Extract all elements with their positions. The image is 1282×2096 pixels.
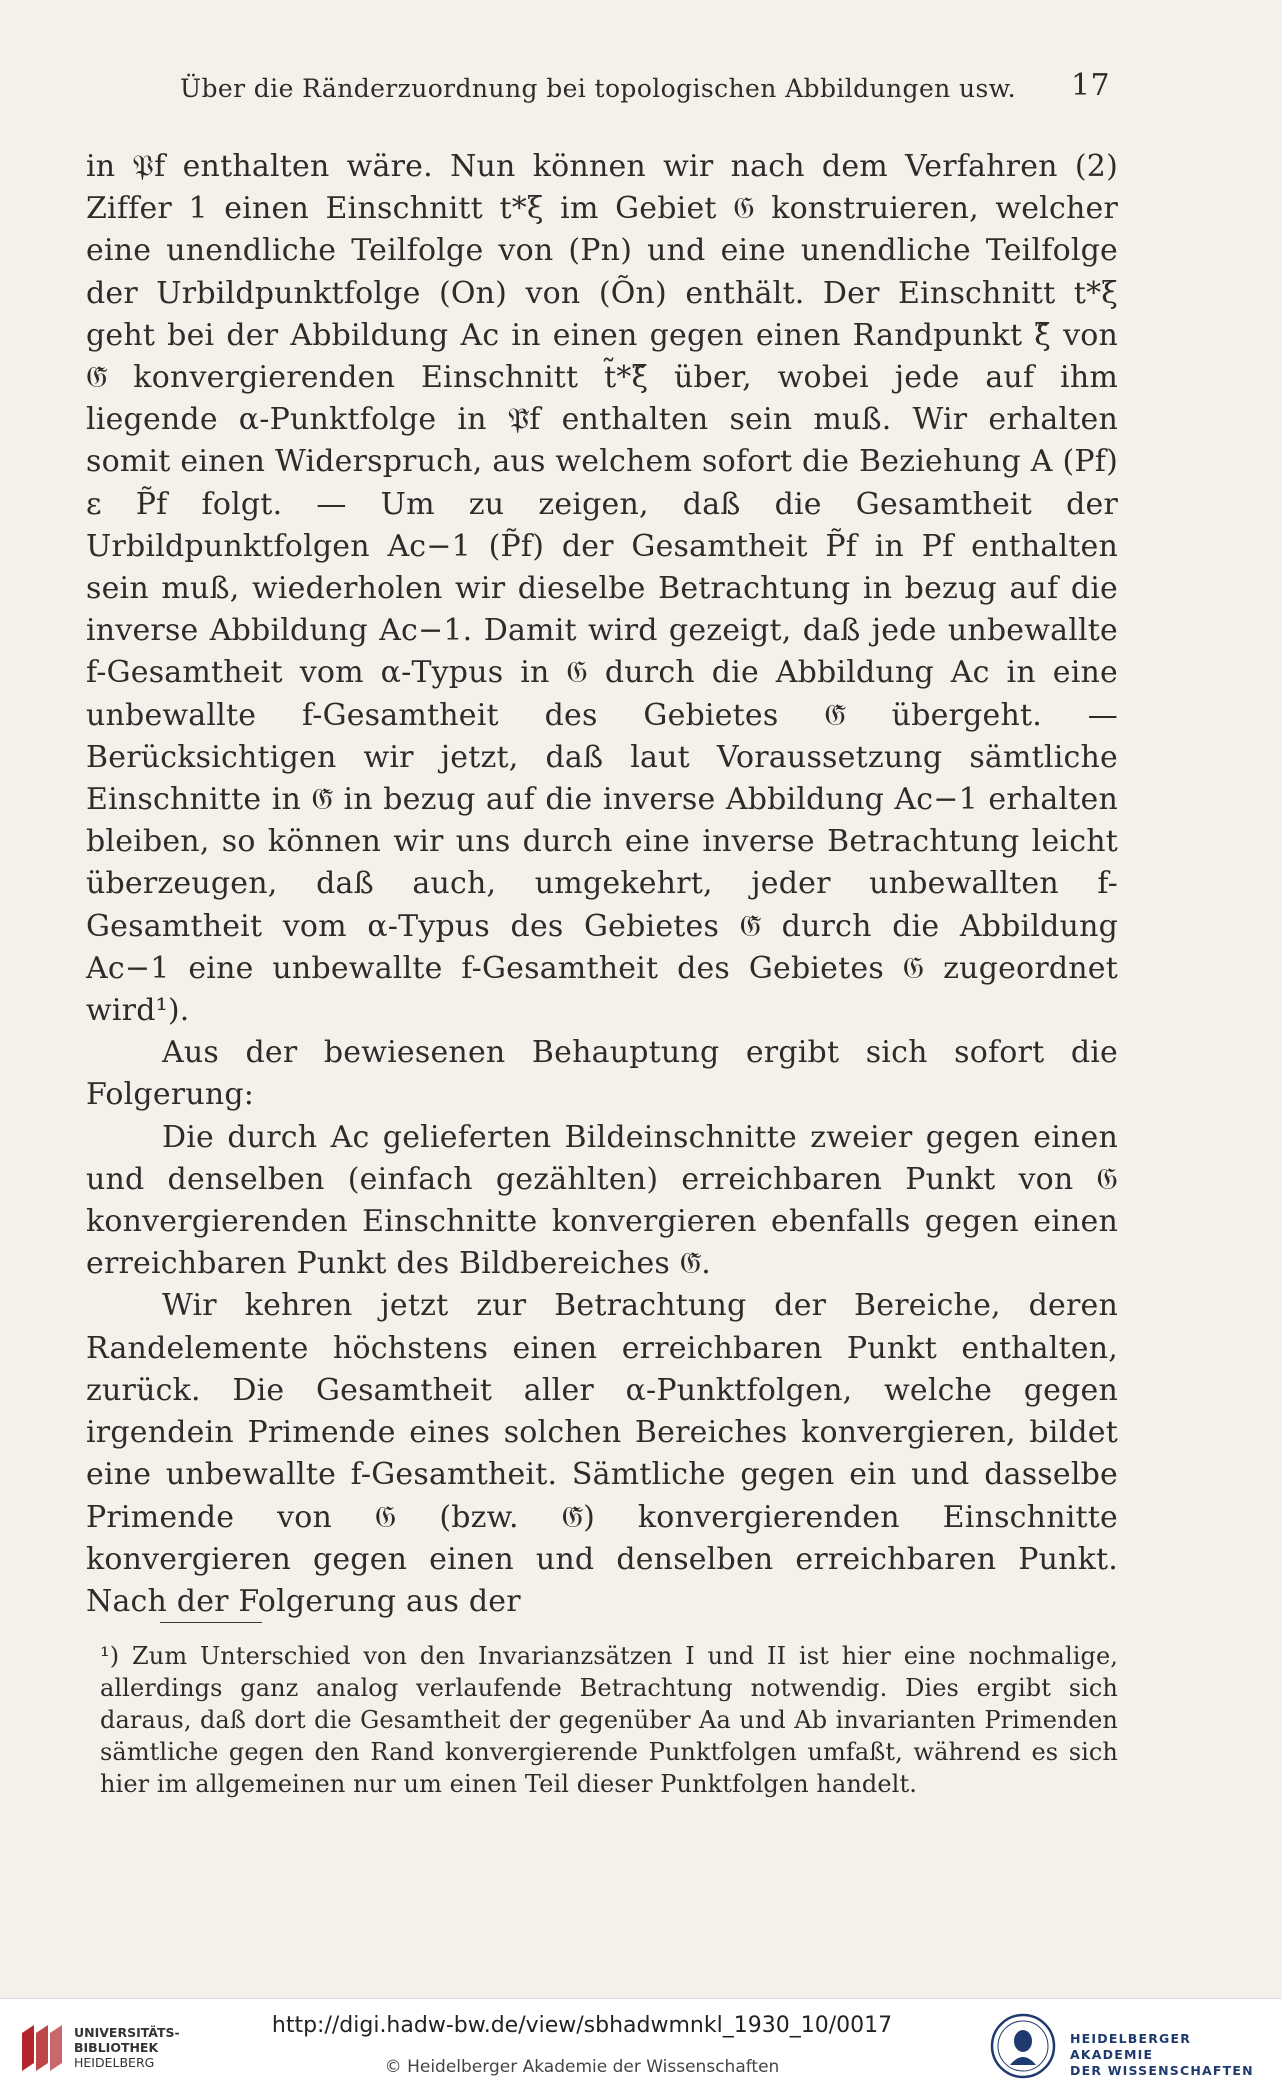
permalink[interactable]: http://digi.hadw-bw.de/view/sbhadwmnkl_1930_10/0017: [271, 2013, 893, 2038]
university-library-logo[interactable]: [14, 2017, 179, 2079]
digitization-footer: [0, 1998, 1282, 2096]
running-title: Über die Ränderzuordnung bei topologischen Abbildungen usw.: [180, 74, 1016, 103]
footnote: ¹) Zum Unterschied von den Invarianzsätzen I und II ist hier eine nochmalige, allerdings ganz analog verlaufende Betrachtung notwendig. Dies ergibt sich daraus, daß dort die Gesamtheit der gegenüber Aa und Ab invarianten Primenden sämtliche gegen den Rand konvergierende Punktfolgen umfaßt, während es sich hier im allgemeinen nur um einen Teil dieser Punktfolgen handelt.: [100, 1642, 1118, 1798]
library-logo-line-1: UNIVERSITÄTS-: [74, 2025, 180, 2040]
academy-logo[interactable]: [990, 2013, 1270, 2083]
footnote-rule: [160, 1622, 262, 1623]
main-text: [86, 146, 1118, 1623]
page-number: 17: [1071, 68, 1110, 103]
library-logo-icon: [14, 2021, 68, 2075]
academy-logo-line-1: HEIDELBERGER AKADEMIE: [1070, 2031, 1192, 2062]
academy-seal-icon: [990, 2013, 1056, 2079]
paragraph-1: in 𝔓f enthalten wäre. Nun können wir nach dem Verfahren (2) Ziffer 1 einen Einschnitt t*ξ im Gebiet 𝔊 konstruieren, welcher eine unendliche Teilfolge von (Pn) und eine unendliche Teilfolge der Urbildpunktfolge (On) von (Õn) enthält. Der Einschnitt t*ξ geht bei der Abbildung Ac in einen gegen einen Randpunkt ξ̃ von 𝔊̃ konvergierenden Einschnitt t̃*ξ̃ über, wobei jede auf ihm liegende α-Punktfolge in 𝔓̃f enthalten sein muß. Wir erhalten somit einen Widerspruch, aus welchem sofort die Beziehung A (Pf) ε P̃f folgt. — Um zu zeigen, daß die Gesamtheit der Urbildpunktfolgen Ac−1 (P̃f) der Gesamtheit P̃f in Pf enthalten sein muß, wiederholen wir dieselbe Betrachtung in bezug auf die inverse Abbildung Ac−1. Damit wird gezeigt, daß jede unbewallte f-Gesamtheit vom α-Typus in 𝔊 durch die Abbildung Ac in eine unbewallte f-Gesamtheit des Gebietes 𝔊̃ übergeht. — Berücksichtigen wir jetzt, daß laut Voraussetzung sämtliche Einschnitte in 𝔊̃ in bezug auf die inverse Abbildung Ac−1 erhalten bleiben, so können wir uns durch eine inverse Betrachtung leicht überzeugen, daß auch, umgekehrt, jeder unbewallten f-Gesamtheit vom α-Typus des Gebietes 𝔊̃ durch die Abbildung Ac−1 eine unbewallte f-Gesamtheit des Gebietes 𝔊 zugeordnet wird¹).: [86, 149, 1118, 1029]
library-logo-line-2: BIBLIOTHEK: [74, 2040, 159, 2055]
paragraph-3: Die durch Ac gelieferten Bildeinschnitte zweier gegen einen und denselben (einfach gezählten) erreichbaren Punkt von 𝔊 konvergierenden Einschnitte konvergieren ebenfalls gegen einen erreichbaren Punkt des Bildbereiches 𝔊̃.: [86, 1119, 1118, 1282]
copyright-notice: © Heidelberger Akademie der Wissenschaften: [384, 2057, 780, 2077]
library-logo-line-3: HEIDELBERG: [74, 2055, 155, 2070]
page-header: [180, 66, 1110, 110]
academy-logo-line-2: DER WISSENSCHAFTEN: [1070, 2063, 1254, 2078]
paragraph-4: Wir kehren jetzt zur Betrachtung der Bereiche, deren Randelemente höchstens einen erreichbaren Punkt enthalten, zurück. Die Gesamtheit aller α-Punktfolgen, welche gegen irgendein Primende eines solchen Bereiches konvergieren, bildet eine unbewallte f-Gesamtheit. Sämtliche gegen ein und dasselbe Primende von 𝔊 (bzw. 𝔊̃) konvergierenden Einschnitte konvergieren gegen einen und denselben erreichbaren Punkt. Nach der Folgerung aus der: [86, 1288, 1118, 1619]
paragraph-2: Aus der bewiesenen Behauptung ergibt sich sofort die Folgerung:: [86, 1035, 1118, 1113]
